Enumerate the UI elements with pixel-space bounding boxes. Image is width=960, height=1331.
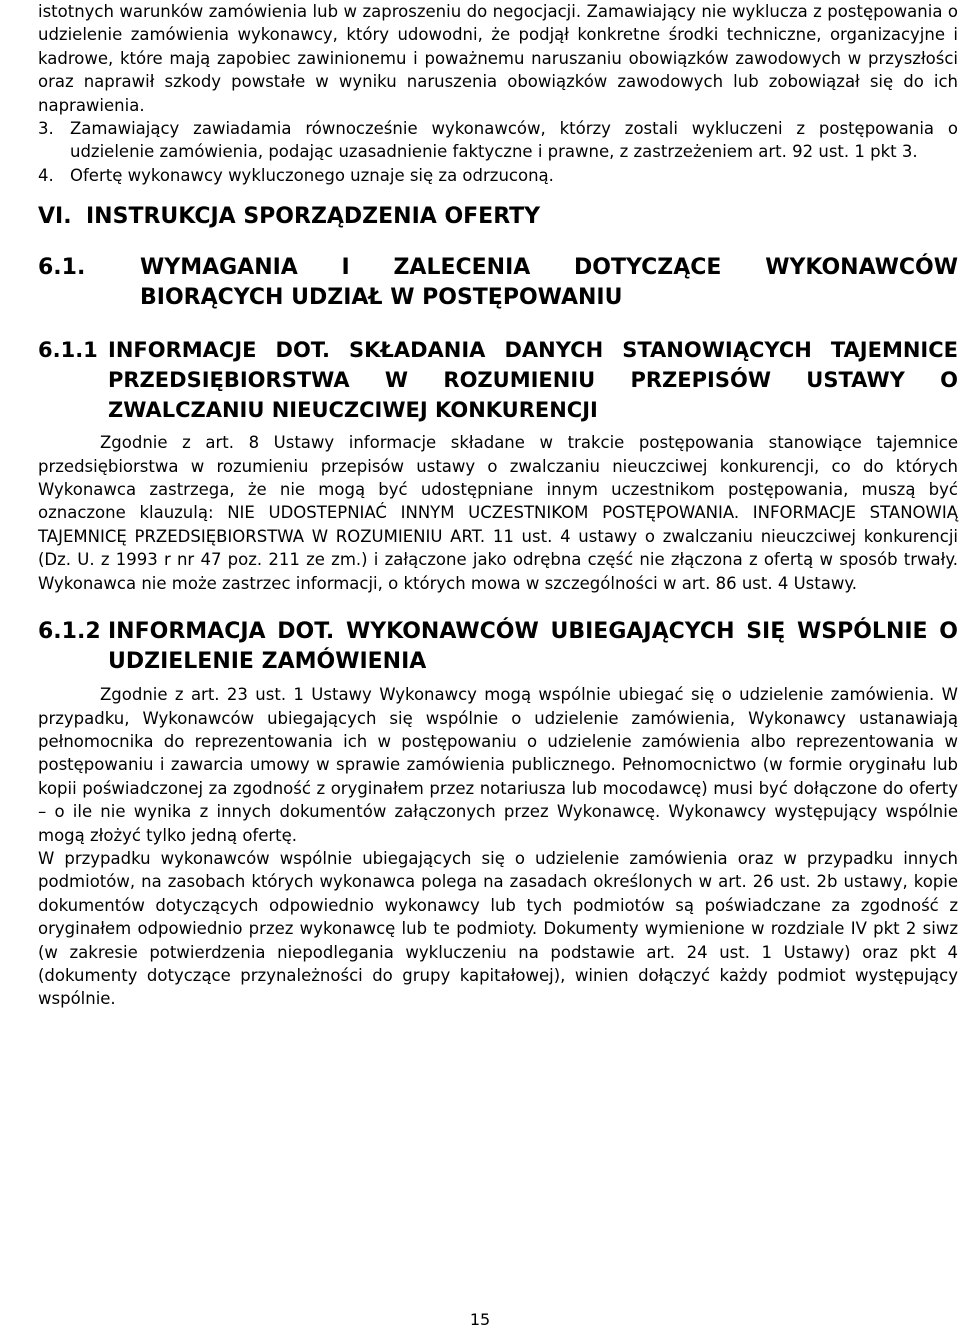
section-title: WYMAGANIA I ZALECENIA DOTYCZĄCE WYKONAWCÓW BIORĄCYCH UDZIAŁ W POSTĘPOWANIU [140, 255, 958, 311]
section-number: 6.1.1 [38, 338, 98, 363]
section-heading-6-1-2 [38, 617, 958, 677]
section-body: W przypadku wykonawców wspólnie ubiegających się o udzielenie zamówienia oraz w przypadku innych podmiotów, na zasobach których wykonawca polega na zasadach określonych w art. 26 ust. 2b ustawy, kopie dokumentów dotyczących odpowiednio wykonawcy lub tych podmiotów są poświadczane za zgodność z oryginałem odpowiednio przez wykonawcę lub te podmioty. Dokumenty wymienione w rozdziale IV pkt 2 siwz (w zakresie potwierdzenia niepodlegania wykluczeniu na podstawie art. 24 ust. 1 Ustawy) oraz pkt 4 (dokumenty dotyczące przynależności do grupy kapitałowej), winien dołączyć każdy podmiot występujący wspólnie. [38, 848, 958, 1009]
list-text: Ofertę wykonawcy wykluczonego uznaje się za odrzuconą. [70, 165, 554, 185]
section-title: INSTRUKCJA SPORZĄDZENIA OFERTY [86, 204, 541, 230]
intro-paragraph: istotnych warunków zamówienia lub w zaproszeniu do negocjacji. Zamawiający nie wyklucza z postępowania o udzielenie zamówienia wykonawcy, który udowodni, że podjął konkretne środki techniczne, organizacyjne i kadrowe, które mają zapobiec zawinionemu i poważnemu naruszaniu obowiązków zawodowych w przyszłości oraz naprawił szkody powstałe w wyniku naruszenia obowiązków zawodowych lub zobowiązał się do ich naprawienia. [38, 2, 958, 115]
list-text: Zamawiający zawiadamia równocześnie wykonawców, którzy zostali wykluczeni z postępowania o udzielenie zamówienia, podając uzasadnienie faktyczne i prawne, z zastrzeżeniem art. 92 ust. 1 pkt 3. [70, 119, 958, 162]
section-number: 6.1. [38, 255, 86, 281]
section-title: INFORMACJE DOT. SKŁADANIA DANYCH STANOWIĄCYCH TAJEMNICE PRZEDSIĘBIORSTWA W ROZUMIENIU PRZEPISÓW USTAWY O ZWALCZANIU NIEUCZCIWEJ KONKURENCJI [108, 338, 958, 423]
document-page [38, 0, 958, 1011]
section-number: VI. [38, 204, 72, 230]
section-heading-vi [38, 201, 958, 233]
section-body: Zgodnie z art. 8 Ustawy informacje składane w trakcie postępowania stanowiące tajemnice przedsiębiorstwa w rozumieniu przepisów ustawy o zwalczaniu nieuczciwej konkurencji, co do których Wykonawca zastrzega, że nie mogą być udostępniane innym uczestnikom postępowania, muszą być oznaczone klauzulą: NIE UDOSTEPNIAĆ INNYM UCZESTNIKOM POSTĘPOWANIA. INFORMACJE STANOWIĄ TAJEMNICĘ PRZEDSIĘBIORSTWA W ROZUMIENIU ART. 11 ust. 4 ustawy o zwalczaniu nieuczciwej konkurencji (Dz. U. z 1993 r nr 47 poz. 211 ze zm.) i załączone jako odrębna część nie złączona z ofertą w sposób trwały. Wykonawca nie może zastrzec informacji, o których mowa w szczególności w art. 86 ust. 4 Ustawy. [38, 433, 958, 593]
section-title: INFORMACJA DOT. WYKONAWCÓW UBIEGAJĄCYCH SIĘ WSPÓLNIE O UDZIELENIE ZAMÓWIENIA [108, 619, 958, 675]
list-item [38, 117, 958, 164]
list-item [38, 164, 958, 187]
section-number: 6.1.2 [38, 619, 101, 645]
page-number: 15 [469, 1310, 491, 1329]
list-number: 4. [38, 165, 54, 185]
section-body: Zgodnie z art. 23 ust. 1 Ustawy Wykonawcy mogą wspólnie ubiegać się o udzielenie zamówienia. W przypadku, Wykonawców ubiegających się wspólnie o udzielenie zamówienia, Wykonawcy ustanawiają pełnomocnika do reprezentowania ich w postępowaniu o udzielenie zamówienia albo reprezentowania w postępowaniu i zawarcia umowy w sprawie zamówienia publicznego. Pełnomocnictwo (w formie oryginału lub kopii poświadczonej za zgodność z oryginałem przez notariusza lub mocodawcę) musi być dołączone do oferty – o ile nie wynika z innych dokumentów załączonych przez Wykonawcę. Wykonawcy występujący wspólnie mogą złożyć tylko jedną ofertę. [38, 685, 958, 845]
section-heading-6-1-1 [38, 335, 958, 425]
section-heading-6-1 [38, 253, 958, 313]
list-number: 3. [38, 119, 54, 139]
